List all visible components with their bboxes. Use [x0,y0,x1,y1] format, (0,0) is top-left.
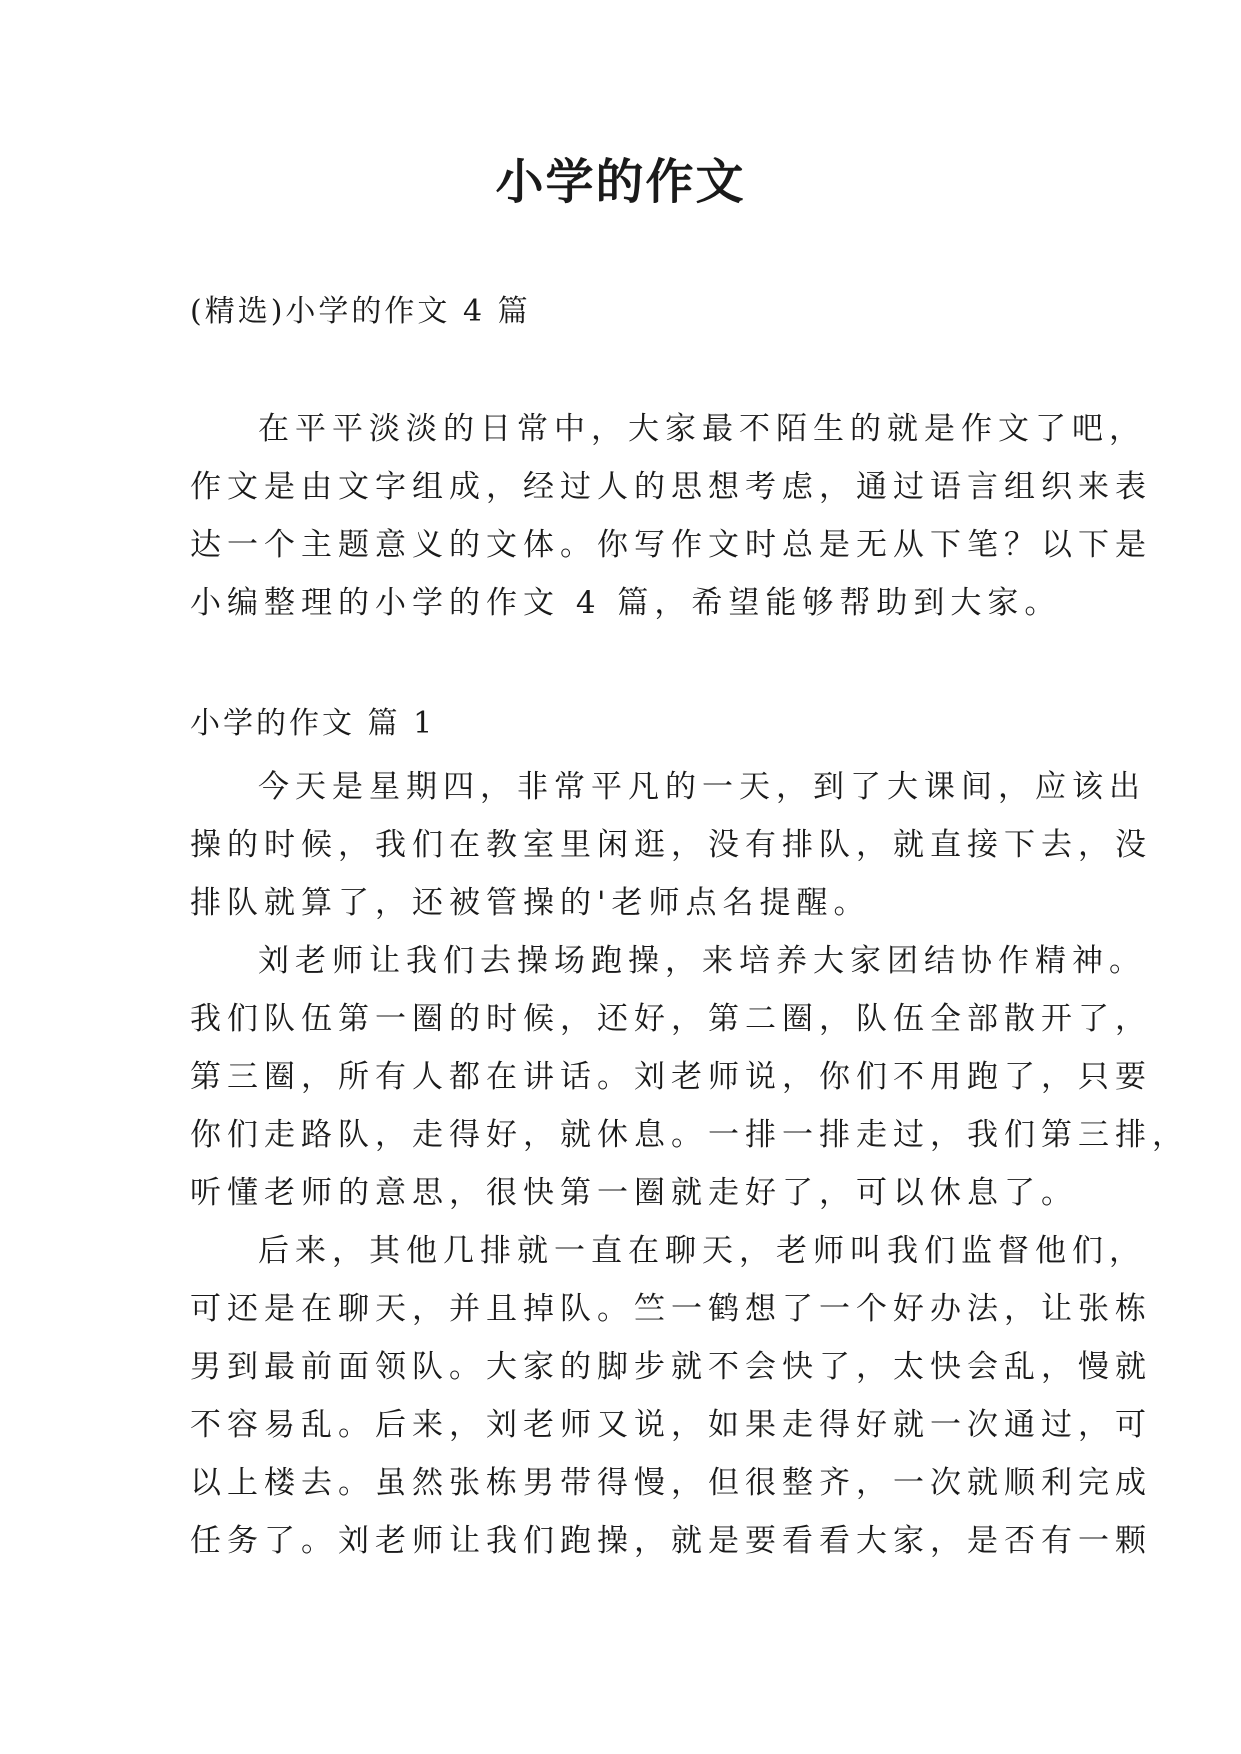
paragraph-1 [190,758,1152,932]
paragraph-line: 排队就算了，还被管操的'老师点名提醒。 [190,885,871,921]
paragraph-line: 操的时候，我们在教室里闲逛，没有排队，就直接下去，没 [190,827,1152,863]
intro-line: 在平平淡淡的日常中，大家最不陌生的就是作文了吧， [258,411,1146,447]
intro-line: 作文是由文字组成，经过人的思想考虑，通过语言组织来表 [190,469,1152,505]
document-subtitle: (精选)小学的作文 4 篇 [190,294,531,329]
intro-line: 小编整理的小学的作文 4 篇，希望能够帮助到大家。 [190,585,1062,621]
paragraph-line: 你们走路队，走得好，就休息。一排一排走过，我们第三排， [190,1117,1189,1153]
paragraph-line: 不容易乱。后来，刘老师又说，如果走得好就一次通过，可 [190,1407,1152,1443]
intro-line: 达一个主题意义的文体。你写作文时总是无从下笔？以下是 [190,527,1152,563]
paragraph-3 [190,1222,1152,1570]
paragraph-line: 我们队伍第一圈的时候，还好，第二圈，队伍全部散开了， [190,1001,1152,1037]
document-title: 小学的作文 [495,154,746,210]
paragraph-line: 后来，其他几排就一直在聊天，老师叫我们监督他们， [258,1233,1146,1269]
paragraph-2 [190,932,1189,1222]
paragraph-line: 第三圈，所有人都在讲话。刘老师说，你们不用跑了，只要 [190,1059,1152,1095]
paragraph-line: 刘老师让我们去操场跑操，来培养大家团结协作精神。 [258,943,1146,979]
paragraph-line: 听懂老师的意思，很快第一圈就走好了，可以休息了。 [190,1175,1078,1211]
paragraph-line: 以上楼去。虽然张栋男带得慢，但很整齐，一次就顺利完成 [190,1465,1152,1501]
intro-paragraph [190,400,1152,632]
paragraph-line: 可还是在聊天，并且掉队。竺一鹤想了一个好办法，让张栋 [190,1291,1152,1327]
paragraph-line: 男到最前面领队。大家的脚步就不会快了，太快会乱，慢就 [190,1349,1152,1385]
paragraph-line: 今天是星期四，非常平凡的一天，到了大课间，应该出 [258,769,1146,805]
paragraph-line: 任务了。刘老师让我们跑操，就是要看看大家，是否有一颗 [190,1523,1152,1559]
section-heading: 小学的作文 篇 1 [190,706,436,741]
